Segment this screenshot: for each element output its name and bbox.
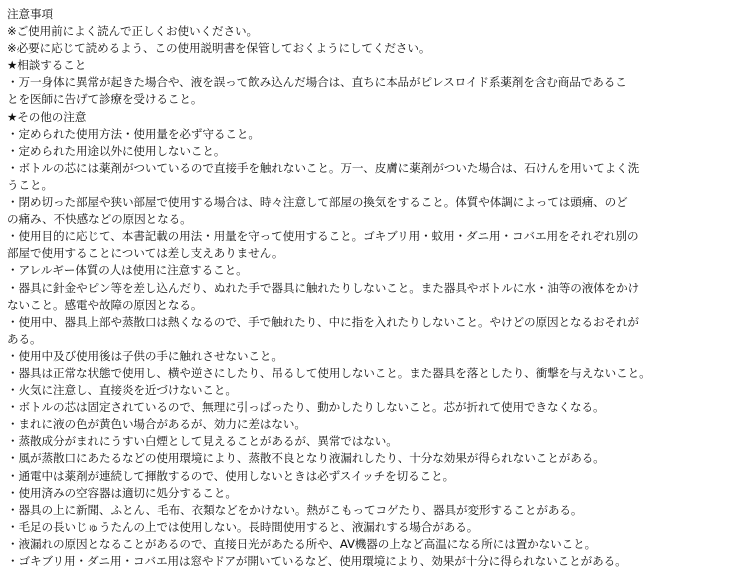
precaution-item <box>7 280 745 314</box>
consult-item <box>7 74 745 108</box>
precaution-item-line: ・器具は正常な状態で使用し、横や逆さにしたり、吊るして使用しないこと。また器具を落としたり、衝撃を与えないこと。 <box>7 365 651 380</box>
consult-list <box>7 74 745 108</box>
precaution-item-line: ・液漏れの原因となることがあるので、直接日光があたる所や、AV機器の上など高温になる所には置かないこと。 <box>7 536 597 551</box>
precaution-item-line: ・まれに液の色が黄色い場合があるが、効力に差はない。 <box>7 417 306 432</box>
precaution-item-line: ・器具に針金やピン等を差し込んだり、ぬれた手で器具に触れたりしないこと。また器具やボトルに水・油等の液体をかけ <box>7 280 640 295</box>
precaution-item <box>7 228 745 262</box>
precaution-item <box>7 314 745 348</box>
precaution-item <box>7 194 745 228</box>
precaution-item-line: ある。 <box>7 331 42 346</box>
precaution-item-line: ・器具の上に新聞、ふとん、毛布、衣類などをかけない。熱がこもってコゲたり、器具が変形することがある。 <box>7 502 583 517</box>
precaution-item-line: ・閉め切った部屋や狭い部屋で使用する場合は、時々注意して部屋の換気をすること。体質や体調によっては頭痛、のど <box>7 195 628 210</box>
precaution-item-line: ・使用目的に応じて、本書記載の用法・用量を守って使用すること。ゴキブリ用・蚊用・ダニ用・コバエ用をそれぞれ別の <box>7 229 639 244</box>
consult-item-line: とを医師に告げて診療を受けること。 <box>7 92 203 107</box>
intro-line-2: ※必要に応じて読めるよう、この使用説明書を保管しておくようにしてください。 <box>7 41 431 56</box>
precaution-item <box>7 433 745 450</box>
precaution-item-line: 部屋で使用することについては差し支えありません。 <box>7 246 284 261</box>
precaution-item-line: ・定められた使用方法・使用量を必ず守ること。 <box>7 126 260 141</box>
precaution-item-line: ・使用済みの空容器は適切に処分すること。 <box>7 485 237 500</box>
other-heading: ★その他の注意 <box>7 109 87 124</box>
precaution-item <box>7 160 745 194</box>
document-title: 注意事項 <box>7 7 53 21</box>
precaution-item <box>7 468 745 485</box>
precaution-item-line: ・蒸散成分がまれにうすい白煙として見えることがあるが、異常ではない。 <box>7 434 398 449</box>
precaution-item <box>7 450 745 467</box>
precaution-item <box>7 416 745 433</box>
precaution-item-line: ・定められた用途以外に使用しないこと。 <box>7 143 226 158</box>
precaution-item-line: ・風が蒸散口にあたるなどの使用環境により、蒸散不良となり液漏れしたり、十分な効果が得られないことがある。 <box>7 451 605 466</box>
precaution-item <box>7 262 745 279</box>
precaution-item <box>7 382 745 399</box>
precaution-item-line: ・使用中及び使用後は子供の手に触れさせないこと。 <box>7 348 283 363</box>
consult-heading: ★相談すること <box>7 58 87 73</box>
precaution-item <box>7 348 745 365</box>
precaution-item <box>7 502 745 519</box>
precaution-item-line: ・ゴキブリ用・ダニ用・コバエ用は窓やドアが開いているなど、使用環境により、効果が十分に得られないことがある。 <box>7 554 627 568</box>
precaution-item-line: ・使用中、器具上部や蒸散口は熱くなるので、手で触れたり、中に指を入れたりしないこと。やけどの原因となるおそれが <box>7 314 639 329</box>
precaution-item-line: ・アレルギー体質の人は使用に注意すること。 <box>7 263 248 278</box>
precaution-item <box>7 126 745 143</box>
precaution-item <box>7 365 745 382</box>
precaution-item-line: ・通電中は薬剤が連続して揮散するので、使用しないときは必ずスイッチを切ること。 <box>7 468 455 483</box>
precaution-item <box>7 519 745 536</box>
precaution-item-line: うこと。 <box>7 177 53 192</box>
precautions-document <box>7 6 745 570</box>
precaution-item <box>7 143 745 160</box>
precaution-item-line: ・ボトルの芯には薬剤がついているので直接手を触れないこと。万一、皮膚に薬剤がついた場合は、石けんを用いてよく洗 <box>7 160 640 175</box>
precaution-item <box>7 399 745 416</box>
other-precautions-list <box>7 126 745 570</box>
precaution-item-line: ・火気に注意し、直接炎を近づけないこと。 <box>7 383 237 398</box>
intro-line-1: ※ご使用前によく読んで正しくお使いください。 <box>7 24 258 39</box>
precaution-item-line: ないこと。感電や故障の原因となる。 <box>7 297 203 312</box>
precaution-item-line: ・ボトルの芯は固定されているので、無理に引っぱったり、動かしたりしないこと。芯が折れて使用できなくなる。 <box>7 400 605 415</box>
consult-item-line: ・万一身体に異常が起きた場合や、液を誤って飲み込んだ場合は、直ちに本品がピレスロイド系薬剤を含む商品であるこ <box>7 75 627 90</box>
precaution-item <box>7 485 745 502</box>
precaution-item-line: ・毛足の長いじゅうたんの上では使用しない。長時間使用すると、液漏れする場合がある。 <box>7 519 479 534</box>
precaution-item <box>7 553 745 570</box>
precaution-item <box>7 536 745 553</box>
precaution-item-line: の痛み、不快感などの原因となる。 <box>7 212 192 227</box>
